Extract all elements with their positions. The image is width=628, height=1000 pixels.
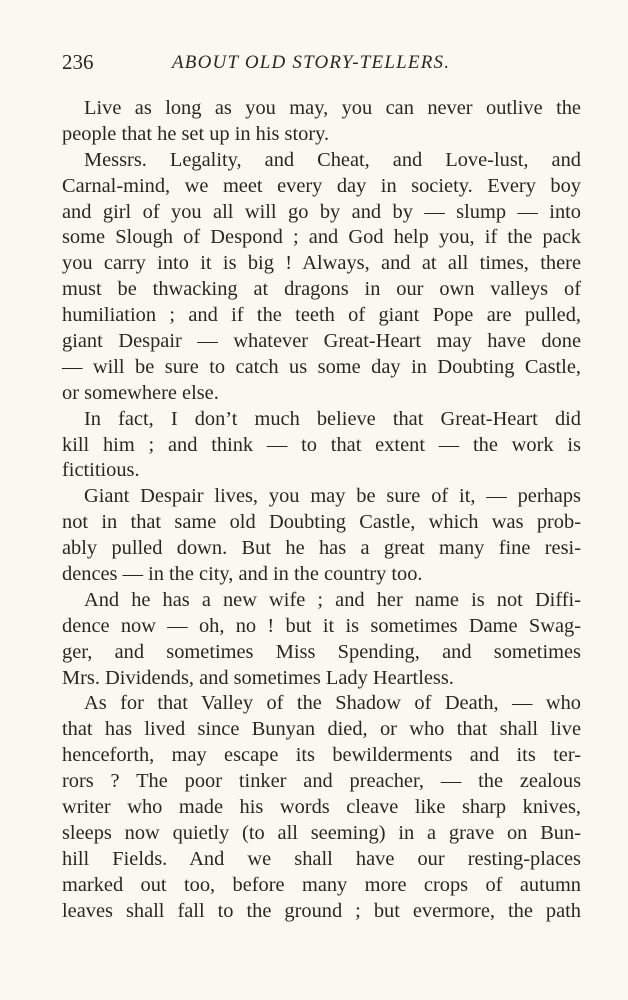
text-line: Mrs. Dividends, and sometimes Lady Heartless. [62, 666, 454, 689]
text-line: or somewhere else. [62, 381, 219, 404]
text-line: Giant Despair lives, you may be sure of it, — perhaps [84, 485, 581, 508]
text-line: — will be sure to catch us some day in Doubting Castle, [62, 355, 581, 378]
running-title: ABOUT OLD STORY-TELLERS. [172, 52, 451, 73]
text-line: hill Fields. And we shall have our resting-places [62, 847, 581, 870]
text-line: rors ? The poor tinker and preacher, — the zealous [62, 770, 581, 793]
text-line: giant Despair — whatever Great-Heart may have done [62, 330, 581, 353]
text-line: writer who made his words cleave like sharp knives, [62, 796, 581, 819]
text-line: And he has a new wife ; and her name is not Diffi- [84, 588, 581, 611]
text-line: leaves shall fall to the ground ; but evermore, the path [62, 899, 581, 922]
body-text [62, 96, 581, 925]
text-line: you carry into it is big ! Always, and at all times, there [62, 252, 581, 275]
text-line: In fact, I don’t much believe that Great-Heart did [84, 407, 581, 430]
text-line: Carnal-mind, we meet every day in society. Every boy [62, 174, 581, 197]
text-line: humiliation ; and if the teeth of giant Pope are pulled, [62, 304, 581, 327]
text-line: henceforth, may escape its bewilderments and its ter- [62, 744, 581, 767]
text-line: kill him ; and think — to that extent — the work is [62, 433, 581, 456]
text-line: and girl of you all will go by and by — slump — into [62, 200, 581, 223]
text-line: As for that Valley of the Shadow of Death, — who [84, 692, 581, 715]
text-line: marked out too, before many more crops of autumn [62, 873, 581, 896]
text-line: fictitious. [62, 459, 140, 482]
text-line: must be thwacking at dragons in our own valleys of [62, 278, 581, 301]
page-header [62, 50, 582, 80]
text-line: people that he set up in his story. [62, 122, 330, 145]
text-line: ger, and sometimes Miss Spending, and sometimes [62, 640, 581, 663]
page-number: 236 [62, 50, 94, 74]
text-line: dence now — oh, no ! but it is sometimes Dame Swag- [62, 614, 581, 637]
text-line: not in that same old Doubting Castle, which was prob- [62, 511, 581, 534]
text-line: that has lived since Bunyan died, or who that shall live [62, 718, 581, 741]
text-line: dences — in the city, and in the country too. [62, 563, 423, 586]
text-line: Messrs. Legality, and Cheat, and Love-lust, and [84, 148, 581, 171]
text-line: Live as long as you may, you can never outlive the [84, 97, 581, 119]
text-line: sleeps now quietly (to all seeming) in a grave on Bun- [62, 821, 581, 844]
text-line: some Slough of Despond ; and God help you, if the pack [62, 226, 581, 249]
text-line: ably pulled down. But he has a great many fine resi- [62, 537, 581, 560]
